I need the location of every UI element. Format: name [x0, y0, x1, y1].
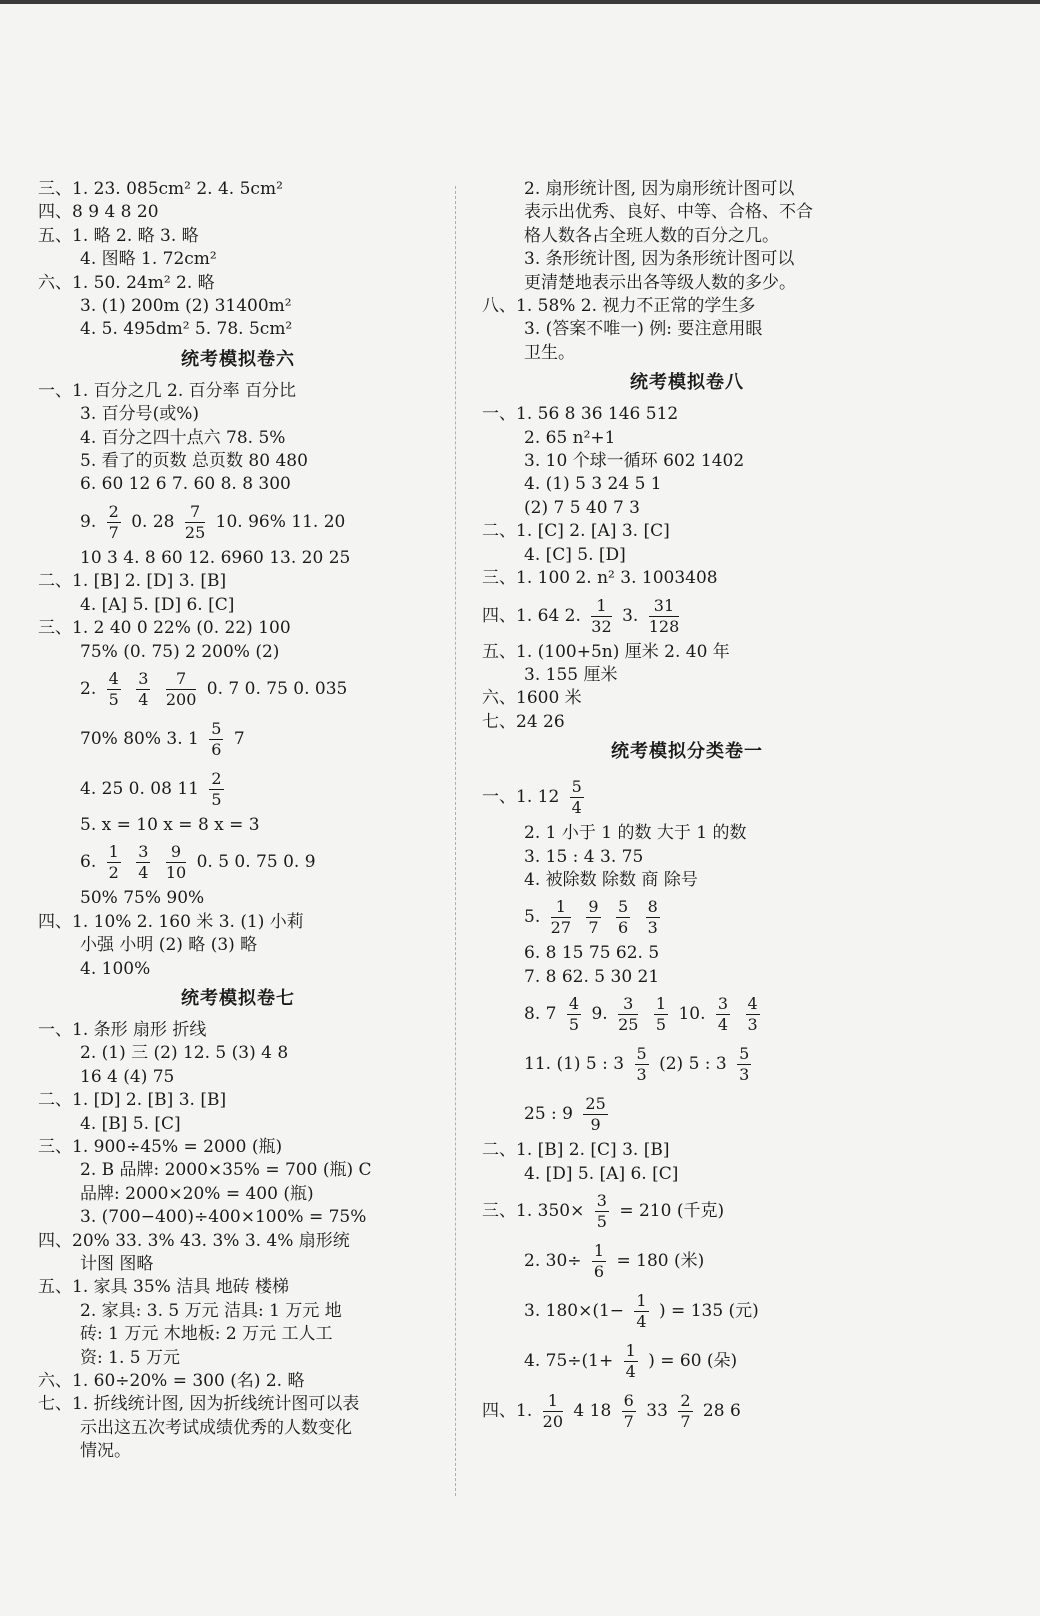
fraction — [618, 996, 638, 1033]
answer-line — [38, 1183, 438, 1206]
fraction-numerator: 2 — [108, 501, 119, 521]
answer-line — [38, 714, 438, 764]
answer-text: 3. — [622, 605, 639, 626]
answer-line — [38, 1206, 438, 1229]
answer-text: 11. (1) 5 : 3 — [524, 1054, 625, 1075]
answer-line — [38, 570, 438, 593]
fraction — [591, 595, 612, 636]
fraction-numerator: 5 — [211, 718, 222, 738]
fraction-numerator: 9 — [166, 844, 186, 863]
answer-text: 四、20% 33. 3% 43. 3% 3. 4% 扇形统 — [38, 1230, 350, 1251]
fraction — [634, 1290, 648, 1331]
answer-line — [38, 1066, 438, 1089]
fraction-denominator: 20 — [542, 1411, 563, 1431]
fraction — [622, 1390, 636, 1431]
answer-text: ) = 135 (元) — [659, 1300, 759, 1321]
fraction-numerator: 4 — [568, 994, 580, 1014]
fraction-denominator: 5 — [655, 1015, 667, 1035]
answer-text: 3. 180×(1− — [524, 1300, 625, 1321]
answer-text: 一、1. 条形 扇形 折线 — [38, 1019, 207, 1040]
fraction-denominator: 5 — [568, 1015, 580, 1035]
answer-line — [38, 814, 438, 837]
fraction-numerator: 3 — [138, 842, 149, 862]
fraction-denominator: 9 — [590, 1115, 601, 1135]
answer-text: 9. — [591, 1004, 608, 1025]
answer-text: 75% (0. 75) 2 200% (2) — [80, 641, 280, 662]
fraction — [136, 844, 150, 881]
answer-text: 4. [C] 5. [D] — [524, 544, 626, 565]
answer-text: 四、1. — [482, 1400, 533, 1421]
answer-line — [482, 687, 892, 710]
answer-text: 8. 7 — [524, 1004, 557, 1025]
fraction-denominator: 6 — [618, 918, 629, 938]
answer-text: 4. [B] 5. [C] — [80, 1113, 181, 1134]
answer-line — [38, 272, 438, 295]
fraction-denominator: 10 — [165, 863, 187, 883]
fraction-numerator: 3 — [138, 668, 149, 688]
answer-line — [38, 1323, 438, 1346]
answer-line — [38, 594, 438, 617]
answer-line — [482, 1386, 892, 1436]
answer-text: 2. — [80, 678, 97, 699]
answer-text: 2. B 品牌: 2000×35% = 700 (瓶) C — [80, 1160, 372, 1181]
answer-text: 一、1. 56 8 36 146 512 — [482, 404, 679, 425]
answer-text: 25 : 9 — [524, 1104, 573, 1125]
section-heading: 统考模拟卷七 — [181, 987, 295, 1009]
answer-text: 3. (1) 200m (2) 31400m² — [80, 296, 292, 317]
answer-text: 3. 15 : 4 3. 75 — [524, 846, 644, 867]
answer-line — [38, 1113, 438, 1136]
answer-line — [38, 1159, 438, 1182]
answer-text: 3. (700−400)÷400×100% = 75% — [80, 1207, 367, 1228]
answer-line — [38, 380, 438, 403]
answer-text: 2. 1 小于 1 的数 大于 1 的数 — [524, 823, 747, 844]
answer-line — [38, 178, 438, 201]
fraction-denominator: 4 — [625, 1361, 636, 1381]
fraction — [678, 1390, 692, 1431]
answer-text: = 180 (米) — [616, 1250, 705, 1271]
answer-line — [482, 989, 892, 1039]
answer-text: 三、1. 350× — [482, 1200, 585, 1221]
answer-text: ) = 60 (朵) — [648, 1350, 738, 1371]
answer-text: 10. 96% 11. 20 — [215, 511, 346, 532]
fraction-denominator: 4 — [571, 798, 582, 818]
answer-text: (2) 5 : 3 — [659, 1054, 727, 1075]
answer-line — [38, 911, 438, 934]
fraction-denominator: 5 — [596, 1211, 607, 1231]
answer-text: 4. (1) 5 3 24 5 1 — [524, 474, 662, 495]
answer-line — [482, 248, 892, 271]
answer-text: 33 — [646, 1400, 668, 1421]
answer-line — [38, 934, 438, 957]
fraction — [635, 1046, 649, 1083]
answer-line — [38, 403, 438, 426]
answer-line — [482, 1089, 892, 1139]
answer-text: 五、1. 家具 35% 洁具 地砖 楼梯 — [38, 1277, 290, 1298]
answer-line — [482, 567, 892, 590]
answer-text: 示出这五次考试成绩优秀的人数变化 — [80, 1417, 352, 1438]
answer-text: 八、1. 58% 2. 视力不正常的学生多 — [482, 296, 756, 317]
answer-text: 一、1. 百分之几 2. 百分率 百分比 — [38, 380, 297, 401]
answer-line — [482, 892, 892, 942]
answer-text: 70% 80% 3. 1 — [80, 728, 199, 749]
answer-line — [38, 473, 438, 496]
fraction — [737, 1046, 751, 1083]
answer-line — [38, 248, 438, 271]
fraction-numerator: 3 — [596, 1190, 607, 1210]
answer-line — [38, 837, 438, 887]
answer-line — [482, 272, 892, 295]
fraction — [209, 718, 223, 759]
fraction-denominator: 2 — [108, 863, 119, 883]
fraction-numerator: 1 — [655, 994, 667, 1014]
answer-text: 3. (答案不唯一) 例: 要注意用眼 — [524, 319, 763, 340]
answer-line — [38, 1089, 438, 1112]
answer-text: 资: 1. 5 万元 — [80, 1347, 180, 1368]
fraction-numerator: 7 — [185, 504, 205, 523]
answer-line — [482, 772, 892, 822]
answer-text: 4. 图略 1. 72cm² — [80, 249, 217, 270]
fraction-denominator: 3 — [636, 1065, 647, 1085]
answer-text: 3. 条形统计图, 因为条形统计图可以 — [524, 249, 795, 270]
answer-text: 三、1. 900÷45% = 2000 (瓶) — [38, 1136, 283, 1157]
answer-text: 28 6 — [702, 1400, 741, 1421]
answer-text: 50% 75% 90% — [80, 888, 205, 909]
right-column — [482, 178, 892, 1436]
fraction — [646, 899, 660, 936]
answer-text: 情况。 — [80, 1441, 131, 1462]
fraction-denominator: 5 — [108, 689, 119, 709]
fraction — [570, 779, 584, 816]
answer-text: 7 — [233, 728, 245, 749]
fraction-numerator: 3 — [618, 996, 638, 1015]
fraction — [107, 844, 121, 881]
answer-line — [38, 1253, 438, 1276]
answer-line — [38, 1440, 438, 1463]
answer-text: 9. — [80, 511, 97, 532]
fraction — [107, 668, 121, 709]
answer-text: 二、1. [D] 2. [B] 3. [B] — [38, 1090, 227, 1111]
fraction — [592, 1240, 606, 1281]
fraction-denominator: 128 — [648, 616, 680, 636]
fraction — [624, 1340, 638, 1381]
fraction-numerator: 5 — [571, 777, 582, 797]
fraction-denominator: 4 — [636, 1311, 647, 1331]
answer-text: 4. 被除数 除数 商 除号 — [524, 869, 698, 890]
answer-text: (2) 7 5 40 7 3 — [524, 497, 640, 518]
answer-text: 6. 60 12 6 7. 60 8. 8 300 — [80, 474, 291, 495]
answer-line — [38, 617, 438, 640]
answer-line — [38, 318, 438, 341]
answer-line — [482, 1336, 892, 1386]
fraction-denominator: 4 — [717, 1015, 729, 1035]
answer-text: 4. 百分之四十点六 78. 5% — [80, 427, 286, 448]
answer-text: 二、1. [C] 2. [A] 3. [C] — [482, 521, 670, 542]
answer-line — [38, 450, 438, 473]
answer-text: 5. 看了的页数 总页数 80 480 — [80, 451, 308, 472]
fraction-denominator: 7 — [623, 1411, 634, 1431]
fraction-numerator: 1 — [551, 899, 571, 918]
fraction-numerator: 25 — [585, 1094, 606, 1114]
answer-line — [38, 225, 438, 248]
answer-text: 四、1. 64 2. — [482, 605, 581, 626]
answer-text: 0. 5 0. 75 0. 9 — [196, 852, 316, 873]
answer-text: 2. 30÷ — [524, 1250, 582, 1271]
answer-text: 4. [A] 5. [D] 6. [C] — [80, 594, 235, 615]
answer-line — [38, 1230, 438, 1253]
answer-line — [38, 1370, 438, 1393]
fraction — [648, 595, 680, 636]
answer-text: 4. 100% — [80, 958, 151, 979]
fraction-denominator: 32 — [591, 616, 612, 636]
answer-line — [38, 1393, 438, 1416]
fraction-denominator: 3 — [739, 1065, 750, 1085]
fraction — [184, 501, 206, 542]
fraction-numerator: 3 — [717, 994, 729, 1014]
answer-line — [482, 450, 892, 473]
fraction — [551, 899, 571, 936]
answer-text: 0. 28 — [131, 511, 175, 532]
answer-text: 更清楚地表示出各等级人数的多少。 — [524, 272, 796, 293]
fraction — [567, 996, 581, 1033]
answer-line — [38, 958, 438, 981]
answer-line — [38, 1276, 438, 1299]
section-heading: 统考模拟分类卷一 — [611, 741, 763, 763]
answer-line — [482, 591, 892, 641]
answer-line — [482, 178, 892, 201]
answer-line — [482, 403, 892, 426]
fraction-numerator: 5 — [618, 897, 629, 917]
answer-text: 六、1. 50. 24m² 2. 略 — [38, 272, 215, 293]
section-heading: 统考模拟卷六 — [181, 348, 295, 370]
answer-line — [38, 1019, 438, 1042]
answer-text: 4. 5. 495dm² 5. 78. 5cm² — [80, 319, 293, 340]
answer-text: 10. — [678, 1004, 706, 1025]
answer-text: 三、1. 100 2. n² 3. 1003408 — [482, 568, 718, 589]
answer-text: 小强 小明 (2) 略 (3) 略 — [80, 935, 258, 956]
answer-line — [38, 1042, 438, 1065]
fraction-numerator: 2 — [211, 768, 222, 788]
answer-line — [38, 1300, 438, 1323]
fraction-denominator: 7 — [680, 1411, 691, 1431]
fraction-denominator: 5 — [211, 789, 222, 809]
answer-line — [38, 295, 438, 318]
answer-text: 表示出优秀、良好、中等、合格、不合 — [524, 202, 813, 223]
fraction-numerator: 2 — [680, 1390, 691, 1410]
answer-text: 四、8 9 4 8 20 — [38, 202, 159, 223]
fraction-denominator: 27 — [550, 918, 571, 938]
answer-line — [38, 427, 438, 450]
answer-line — [38, 1417, 438, 1440]
answer-text: 2. 家具: 3. 5 万元 洁具: 1 万元 地 — [80, 1300, 342, 1321]
answer-text: 格人数各占全班人数的百分之几。 — [524, 225, 779, 246]
answer-line — [482, 846, 892, 869]
fraction-numerator: 4 — [108, 668, 119, 688]
answer-text: 六、1600 米 — [482, 688, 582, 709]
answer-line — [482, 497, 892, 520]
answer-line — [482, 544, 892, 567]
answer-text: 砖: 1 万元 木地板: 2 万元 工人工 — [80, 1324, 333, 1345]
answer-text: 计图 图略 — [80, 1254, 154, 1274]
answer-line — [482, 225, 892, 248]
answer-line — [482, 664, 892, 687]
answer-line — [482, 1163, 892, 1186]
fraction-numerator: 1 — [543, 1393, 563, 1412]
answer-text: 4. 75÷(1+ — [524, 1350, 614, 1371]
answer-text: 2. 65 n²+1 — [524, 427, 616, 448]
answer-text: 五、1. 略 2. 略 3. 略 — [38, 225, 199, 246]
answer-text: 五、1. (100+5n) 厘米 2. 40 年 — [482, 641, 730, 662]
answer-line — [482, 1186, 892, 1236]
fraction-numerator: 5 — [739, 1044, 750, 1064]
top-border — [0, 0, 1040, 4]
answer-text: = 210 (千克) — [619, 1200, 725, 1221]
fraction-numerator: 1 — [593, 1240, 605, 1260]
answer-text: 5. x = 10 x = 8 x = 3 — [80, 814, 260, 835]
answer-text: 六、1. 60÷20% = 300 (名) 2. 略 — [38, 1371, 305, 1392]
fraction — [136, 668, 150, 709]
answer-line — [38, 547, 438, 570]
fraction-denominator: 4 — [138, 689, 149, 709]
fraction-denominator: 7 — [588, 918, 599, 938]
answer-line — [38, 764, 438, 814]
answer-text: 6. 8 15 75 62. 5 — [524, 943, 660, 964]
answer-line — [482, 942, 892, 965]
answer-line — [38, 641, 438, 664]
answer-line — [482, 427, 892, 450]
answer-line — [482, 822, 892, 845]
fraction — [166, 844, 186, 881]
fraction-denominator: 6 — [593, 1261, 605, 1281]
answer-text: 4. [D] 5. [A] 6. [C] — [524, 1163, 679, 1184]
left-column — [38, 178, 438, 1464]
answer-text: 七、24 26 — [482, 711, 565, 732]
fraction-numerator: 8 — [647, 897, 658, 917]
answer-text: 6. — [80, 852, 97, 873]
fraction-numerator: 9 — [588, 897, 599, 917]
answer-text: 三、1. 23. 085cm² 2. 4. 5cm² — [38, 179, 283, 199]
answer-line — [482, 318, 892, 341]
answer-line — [482, 295, 892, 318]
answer-line — [482, 1286, 892, 1336]
fraction-numerator: 1 — [591, 598, 611, 617]
answer-line — [482, 473, 892, 496]
answer-line — [482, 641, 892, 664]
answer-text: 16 4 (4) 75 — [80, 1066, 175, 1087]
answer-line — [38, 1347, 438, 1370]
answer-line — [38, 201, 438, 224]
answer-text: 5. — [524, 907, 541, 928]
answer-text: 2. (1) 三 (2) 12. 5 (3) 4 8 — [80, 1043, 289, 1064]
answer-text: 2. 扇形统计图, 因为扇形统计图可以 — [524, 179, 795, 199]
fraction-denominator: 25 — [184, 522, 206, 542]
fraction — [586, 899, 600, 936]
section-heading: 统考模拟卷八 — [630, 372, 744, 394]
fraction-denominator: 6 — [211, 739, 222, 759]
fraction-denominator: 25 — [618, 1015, 639, 1035]
fraction-numerator: 1 — [636, 1290, 647, 1310]
answer-text: 二、1. [B] 2. [C] 3. [B] — [482, 1140, 670, 1161]
fraction-numerator: 6 — [623, 1390, 634, 1410]
answer-line — [482, 1236, 892, 1286]
fraction-numerator: 31 — [649, 598, 680, 617]
answer-line — [38, 887, 438, 910]
answer-text: 七、1. 折线统计图, 因为折线统计图可以表 — [38, 1394, 360, 1415]
answer-line — [482, 869, 892, 892]
answer-line — [38, 664, 438, 714]
answer-text: 品牌: 2000×20% = 400 (瓶) — [80, 1183, 314, 1204]
fraction — [583, 1096, 607, 1133]
answer-text: 10 3 4. 8 60 12. 6960 13. 20 25 — [80, 547, 351, 568]
fraction-numerator: 5 — [636, 1044, 647, 1064]
fraction — [209, 768, 223, 809]
fraction-numerator: 1 — [625, 1340, 636, 1360]
fraction — [595, 1190, 609, 1231]
fraction-numerator: 4 — [747, 994, 758, 1014]
answer-text: 四、1. 10% 2. 160 米 3. (1) 小莉 — [38, 911, 304, 932]
answer-text: 3. 百分号(或%) — [80, 404, 200, 425]
answer-text: 0. 7 0. 75 0. 035 — [206, 678, 348, 699]
answer-text: 二、1. [B] 2. [D] 3. [B] — [38, 571, 227, 592]
fraction — [616, 899, 630, 936]
answer-line — [482, 201, 892, 224]
fraction — [716, 996, 730, 1033]
fraction-denominator: 3 — [647, 918, 658, 938]
answer-line — [482, 1039, 892, 1089]
fraction — [654, 996, 668, 1033]
fraction-denominator: 3 — [747, 1015, 758, 1035]
fraction-denominator: 7 — [108, 522, 119, 542]
fraction-numerator: 7 — [166, 671, 197, 690]
answer-text: 3. 10 个球一循环 602 1402 — [524, 451, 745, 472]
fraction — [746, 996, 760, 1033]
answer-line — [482, 342, 892, 365]
answer-text: 一、1. 12 — [482, 787, 560, 808]
answer-line — [482, 520, 892, 543]
fraction-numerator: 1 — [108, 842, 119, 862]
answer-line — [38, 497, 438, 547]
fraction — [107, 501, 121, 542]
answer-text: 卫生。 — [524, 342, 575, 363]
fraction-denominator: 200 — [165, 689, 197, 709]
fraction — [165, 668, 197, 709]
answer-line — [482, 966, 892, 989]
answer-line — [482, 1139, 892, 1162]
answer-text: 3. 155 厘米 — [524, 664, 618, 685]
fraction-denominator: 4 — [138, 863, 149, 883]
answer-text: 7. 8 62. 5 30 21 — [524, 966, 660, 987]
fraction — [542, 1390, 563, 1431]
answer-text: 4 18 — [573, 1400, 612, 1421]
answer-line — [38, 1136, 438, 1159]
answer-text: 三、1. 2 40 0 22% (0. 22) 100 — [38, 618, 291, 639]
answer-line — [482, 711, 892, 734]
column-divider — [455, 186, 456, 1496]
answer-text: 4. 25 0. 08 11 — [80, 778, 199, 799]
